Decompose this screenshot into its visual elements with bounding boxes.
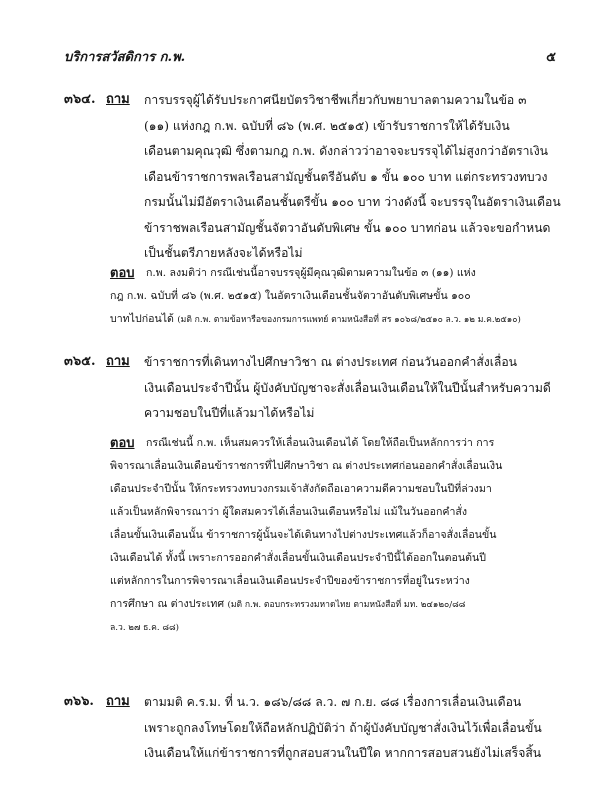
answer-reference: (มติ ก.พ. ตอบกระทรวงมหาดไทย ตามหนังสือที่ มท. ๒๔๑๒๐/๘๘ (227, 600, 466, 610)
question-line: ข้าราชการที่เดินทางไปศึกษาวิชา ณ ต่างประเทศ ก่อนวันออกคำสั่งเลื่อน (144, 355, 517, 369)
question-line: การบรรจุผู้ได้รับประกาศนียบัตรวิชาชีพเกี่ยวกับพยาบาลตามความในข้อ ๓ (144, 93, 527, 107)
question-line: ตามมติ ค.ร.ม. ที่ น.ว. ๑๘๖/๘๘ ล.ว. ๗ ก.ย. ๘๘ เรื่องการเลื่อนเงินเดือน (144, 695, 522, 709)
question-number: ๓๖๔. (64, 92, 96, 107)
question-text (144, 690, 562, 767)
question-label: ถาม (106, 92, 130, 107)
question-line: เงินเดือนให้แก่ข้าราชการที่ถูกสอบสวนในปีใด หากการสอบสวนยังไม่เสร็จสิ้น (144, 746, 542, 760)
question-line: ข้าราชพลเรือนสามัญชั้นจัตวาอันดับพิเศษ ขั้น ๑๐๐ บาทก่อน แล้วจะขอกำหนด (144, 220, 551, 235)
answer-line: แต่หลักการในการพิจารณาเลื่อนเงินเดือนประจำปีของข้าราชการที่อยู่ในระหว่าง (110, 575, 470, 587)
answer-line: กรณีเช่นนี้ ก.พ. เห็นสมควรให้เลื่อนเงินเดือนได้ โดยให้ถือเป็นหลักการว่า การ (146, 437, 495, 449)
question-number: ๓๖๖. (64, 694, 94, 709)
answer-line: เดือนประจำปีนั้น ให้กระทรวงทบวงกรมเจ้าสังกัดถือเอาความดีความชอบในปีที่ล่วงมา (110, 483, 492, 495)
answer-line: พิจารณาเลื่อนเงินเดือนข้าราชการที่ไปศึกษาวิชา ณ ต่างประเทศก่อนออกคำสั่งเลื่อนเงิน (110, 460, 503, 472)
question-line: เดือนตามคุณวุฒิ ซึ่งตามกฎ ก.พ. ดังกล่าวว่าอาจจะบรรจุได้ไม่สูงกว่าอัตราเงิน (144, 144, 548, 158)
answer-line: ก.พ. ลงมติว่า กรณีเช่นนี้อาจบรรจุผู้มีคุณวุฒิตามความในข้อ ๓ (๑๑) แห่ง (146, 267, 476, 279)
question-number: ๓๖๕. (64, 354, 96, 369)
answer-line: เงินเดือนได้ ทั้งนี้ เพราะการออกคำสั่งเลื่อนขั้นเงินเดือนประจำปีนี้ได้ออกในตอนต้นปี (110, 552, 486, 564)
question-line: เพราะถูกลงโทษโดยให้ถือหลักปฏิบัติว่า ถ้าผู้บังคับบัญชาสั่งเงินไว้เพื่อเลื่อนขั้น (144, 720, 542, 735)
answer-text (110, 432, 562, 640)
answer-reference-continued: ล.ว. ๒๗ ธ.ค. ๘๘) (110, 623, 179, 633)
question-line: เดือนข้าราชการพลเรือนสามัญชั้นตรีอันดับ ๑ ขั้น ๑๐๐ บาท แต่กระทรวงทบวง (144, 169, 548, 184)
question-text (144, 350, 562, 427)
answer-line (110, 593, 562, 617)
question-label: ถาม (106, 354, 130, 369)
question-line: ความชอบในปีที่แล้วมาได้หรือไม่ (144, 406, 315, 420)
question-line: เงินเดือนประจำปีนั้น ผู้บังคับบัญชาจะสั่งเลื่อนเงินเดือนให้ในปีนั้นสำหรับความดี (144, 380, 551, 395)
answer-reference: (มติ ก.พ. ตามข้อหารือของกรมการแพทย์ ตามหนังสือที่ สร ๑๐๖๘/๒๕๑๐ ล.ว. ๑๒ ม.ค.๒๕๑๐) (177, 315, 521, 325)
answer-line (110, 308, 562, 332)
answer-label: ตอบ (110, 266, 135, 281)
answer-line: กฎ ก.พ. ฉบับที่ ๘๖ (พ.ศ. ๒๕๑๕) ในอัตราเงินเดือนชั้นจัตวาอันดับพิเศษขั้น ๑๐๐ (110, 290, 471, 302)
question-text (144, 88, 562, 267)
answer-label: ตอบ (110, 436, 135, 451)
answer-line: แล้วเป็นหลักพิจารณาว่า ผู้ใดสมควรได้เลื่อนเงินเดือนหรือไม่ แม้ในวันออกคำสั่ง (110, 506, 468, 518)
question-line: เป็นชั้นตรีภายหลังจะได้หรือไม่ (144, 246, 303, 260)
answer-line-text: บาทไปก่อนได้ (110, 313, 174, 325)
answer-text (110, 262, 562, 332)
question-line: (๑๑) แห่งกฎ ก.พ. ฉบับที่ ๘๖ (พ.ศ. ๒๕๑๕) เข้ารับราชการให้ได้รับเงิน (144, 118, 510, 133)
page-header (64, 46, 556, 66)
header-title: บริการสวัสดิการ ก.พ. (64, 50, 186, 65)
answer-line-text: การศึกษา ณ ต่างประเทศ (110, 598, 225, 610)
page-number: ๕ (546, 50, 556, 65)
answer-line: เลื่อนขั้นเงินเดือนนั้น ข้าราชการผู้นั้นจะได้เดินทางไปต่างประเทศแล้วก็อาจสั่งเลื่อนขั้น (110, 529, 497, 541)
question-line: กรมนั้นไม่มีอัตราเงินเดือนชั้นตรีขั้น ๑๐๐ บาท ว่างดังนี้ จะบรรจุในอัตราเงินเดือน (144, 195, 561, 209)
question-label: ถาม (106, 694, 130, 709)
